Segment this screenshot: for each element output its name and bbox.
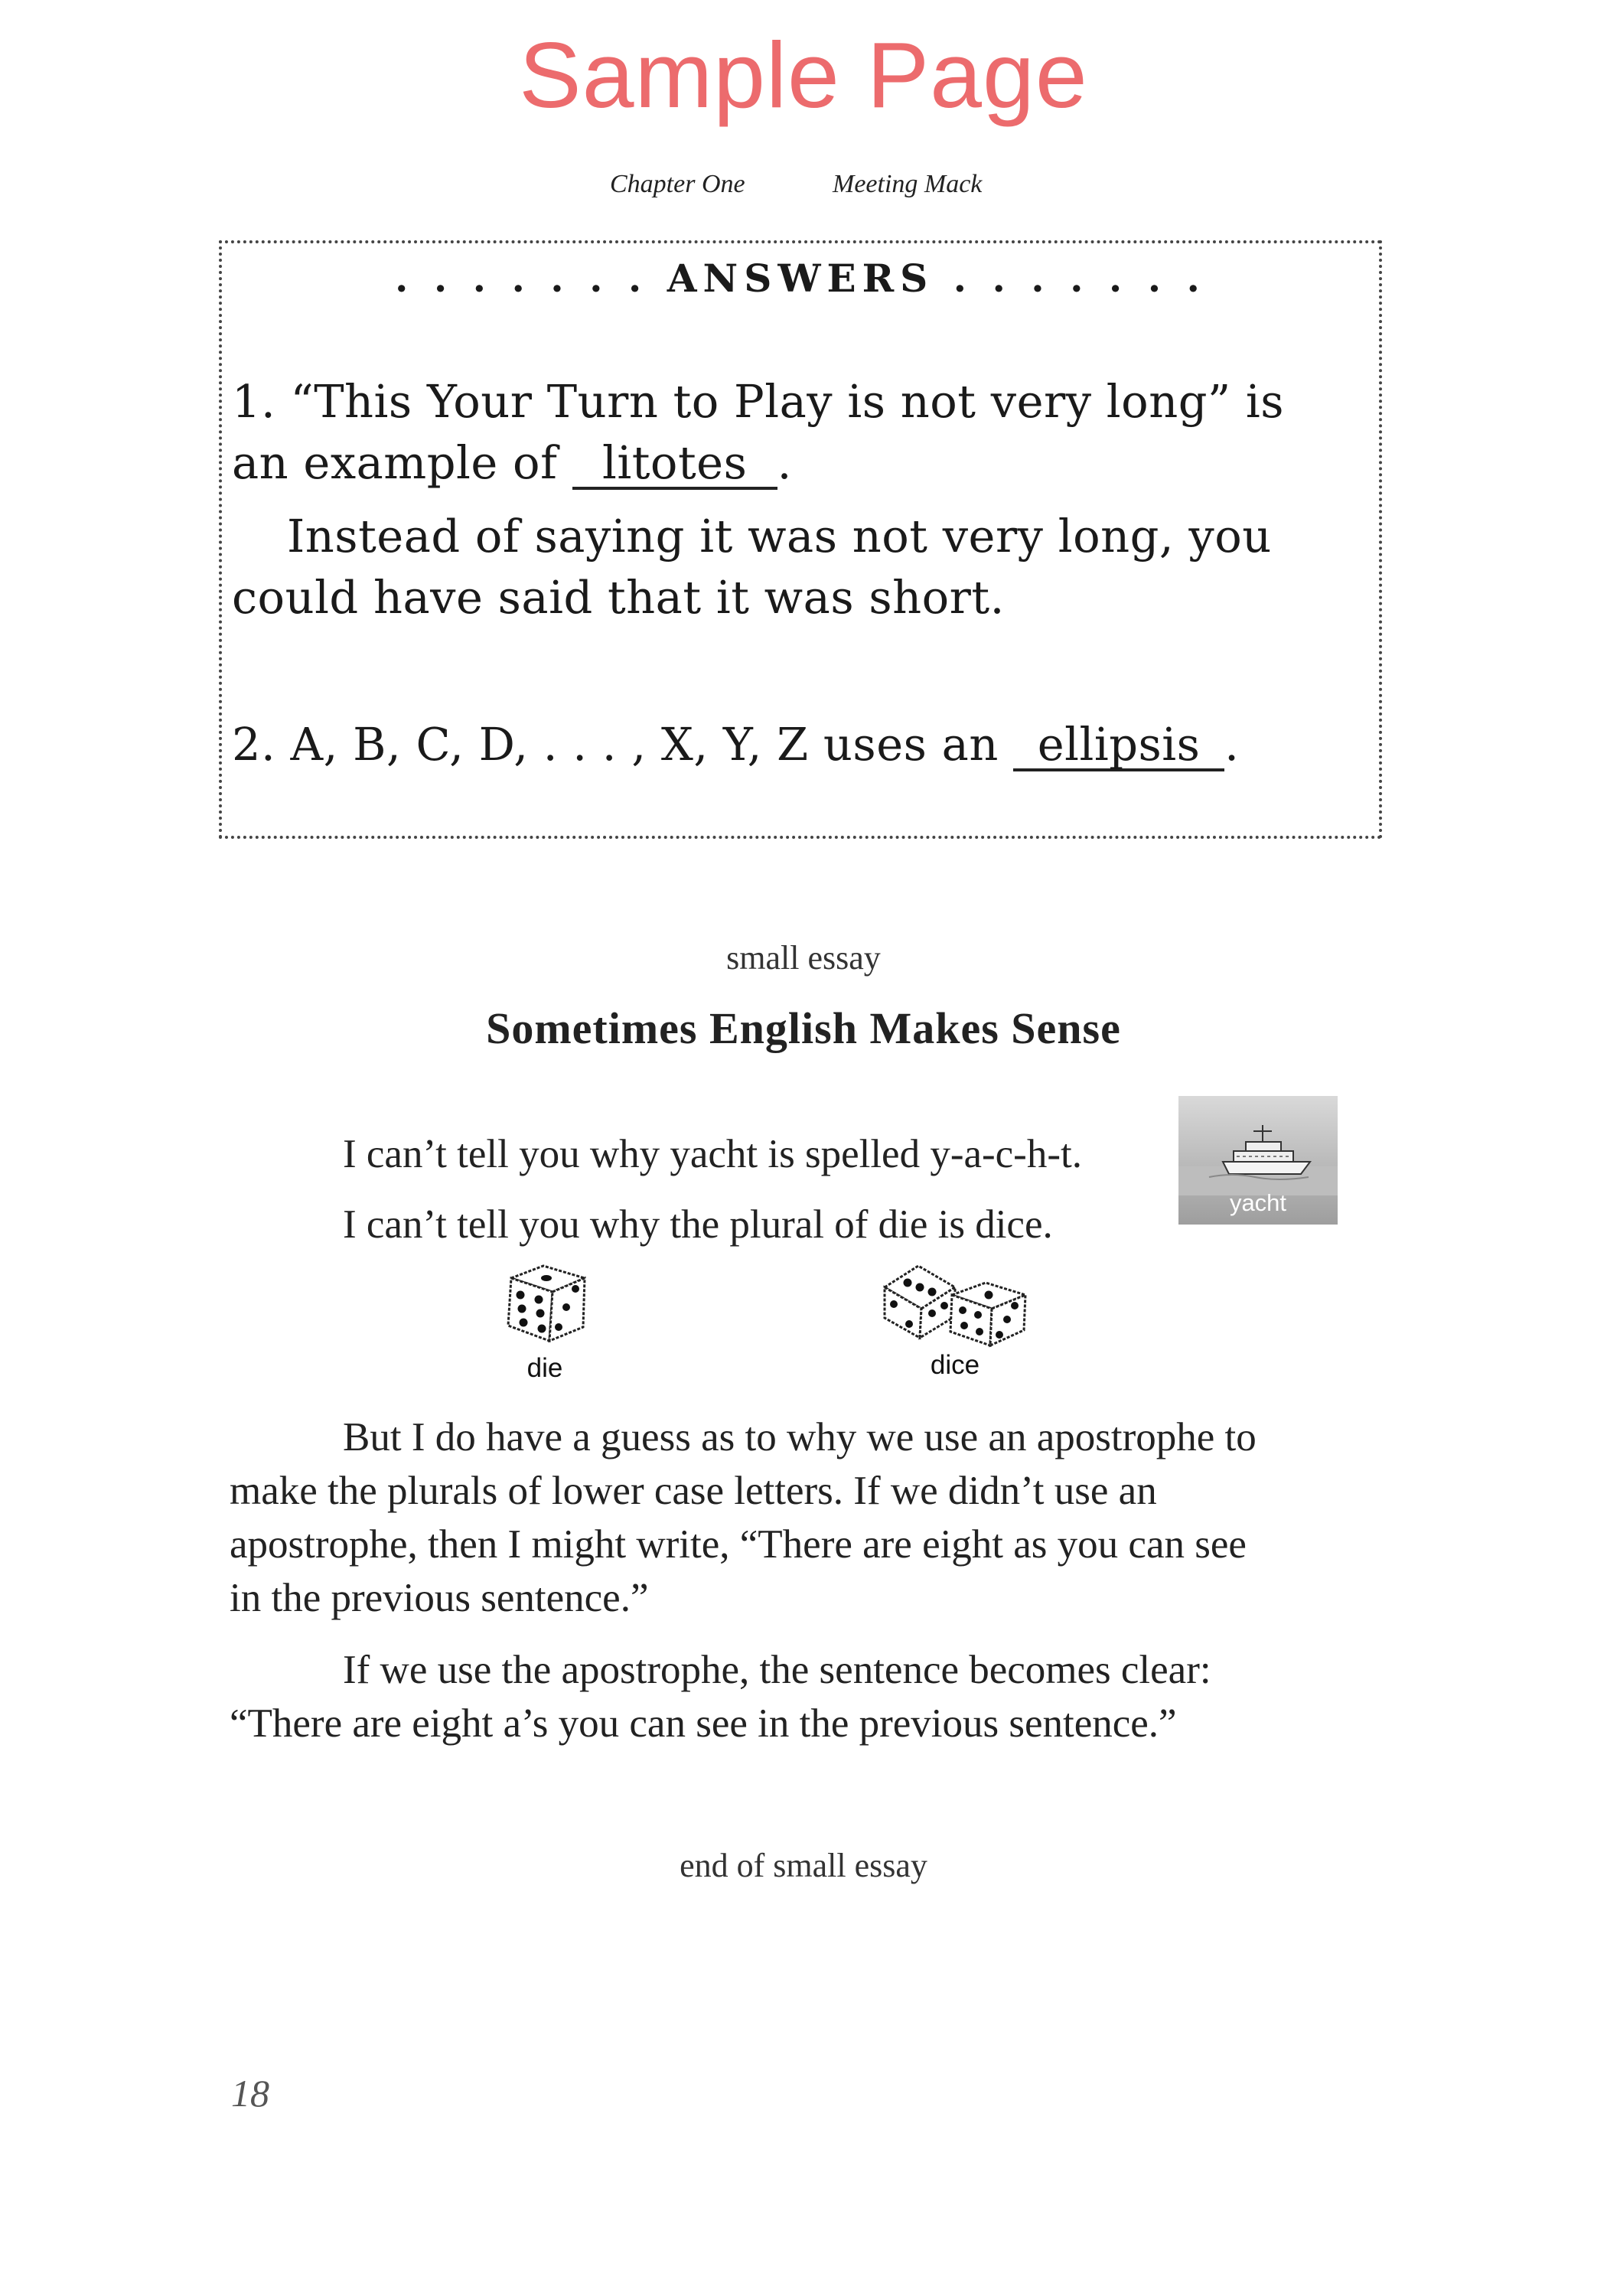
page-number: 18 (231, 2072, 269, 2115)
answer-2-blank: ellipsis (1013, 721, 1224, 771)
running-head-title: Meeting Mack (833, 170, 983, 198)
answer-1-question: 1. “This Your Turn to Play is not very long” is (232, 375, 1285, 428)
essay-line-dice: I can’t tell you why the plural of die is dice. (343, 1202, 1053, 1247)
answer-2-line (232, 718, 1239, 771)
essay-para2-line2: “There are eight a’s you can see in the previous sentence.” (230, 1701, 1177, 1746)
small-essay-label: small essay (726, 939, 881, 977)
answer-2-prefix: 2. A, B, C, D, . . . , X, Y, Z uses an (232, 718, 1014, 771)
essay-para1-line4: in the previous sentence.” (230, 1576, 649, 1620)
dice-icon (878, 1260, 1032, 1349)
sample-page-watermark: Sample Page (519, 23, 1088, 127)
essay-para1-line1: But I do have a guess as to why we use an apostrophe to (343, 1415, 1257, 1459)
die-icon (499, 1261, 592, 1345)
essay-line-yacht: I can’t tell you why yacht is spelled y-a-c-h-t. (343, 1132, 1082, 1176)
answer-1-explanation-line2: could have said that it was short. (232, 571, 1005, 624)
answer-1-prefix: an example of (232, 436, 572, 489)
answer-2-suffix: . (1224, 718, 1240, 771)
answer-1-explanation-line1: Instead of saying it was not very long, you (287, 510, 1272, 563)
essay-para1-line2: make the plurals of lower case letters. If we didn’t use an (230, 1469, 1157, 1513)
essay-para1-line3: apostrophe, then I might write, “There are eight as you can see (230, 1522, 1247, 1567)
answer-1-line (232, 436, 792, 490)
running-head-chapter: Chapter One (610, 170, 745, 198)
answer-1-suffix: . (777, 436, 792, 489)
essay-para2-line1: If we use the apostrophe, the sentence becomes clear: (343, 1648, 1211, 1692)
yacht-icon (1178, 1096, 1338, 1195)
answers-heading: . . . . . . . ANSWERS . . . . . . . (395, 256, 1206, 301)
die-caption: die (526, 1353, 563, 1383)
essay-title: Sometimes English Makes Sense (486, 1003, 1121, 1053)
dice-caption: dice (930, 1350, 980, 1380)
answers-box (219, 240, 1382, 839)
answer-1-blank: litotes (572, 439, 777, 490)
yacht-image (1178, 1096, 1338, 1225)
end-of-essay-label: end of small essay (680, 1847, 927, 1884)
yacht-caption: yacht (1229, 1189, 1287, 1216)
